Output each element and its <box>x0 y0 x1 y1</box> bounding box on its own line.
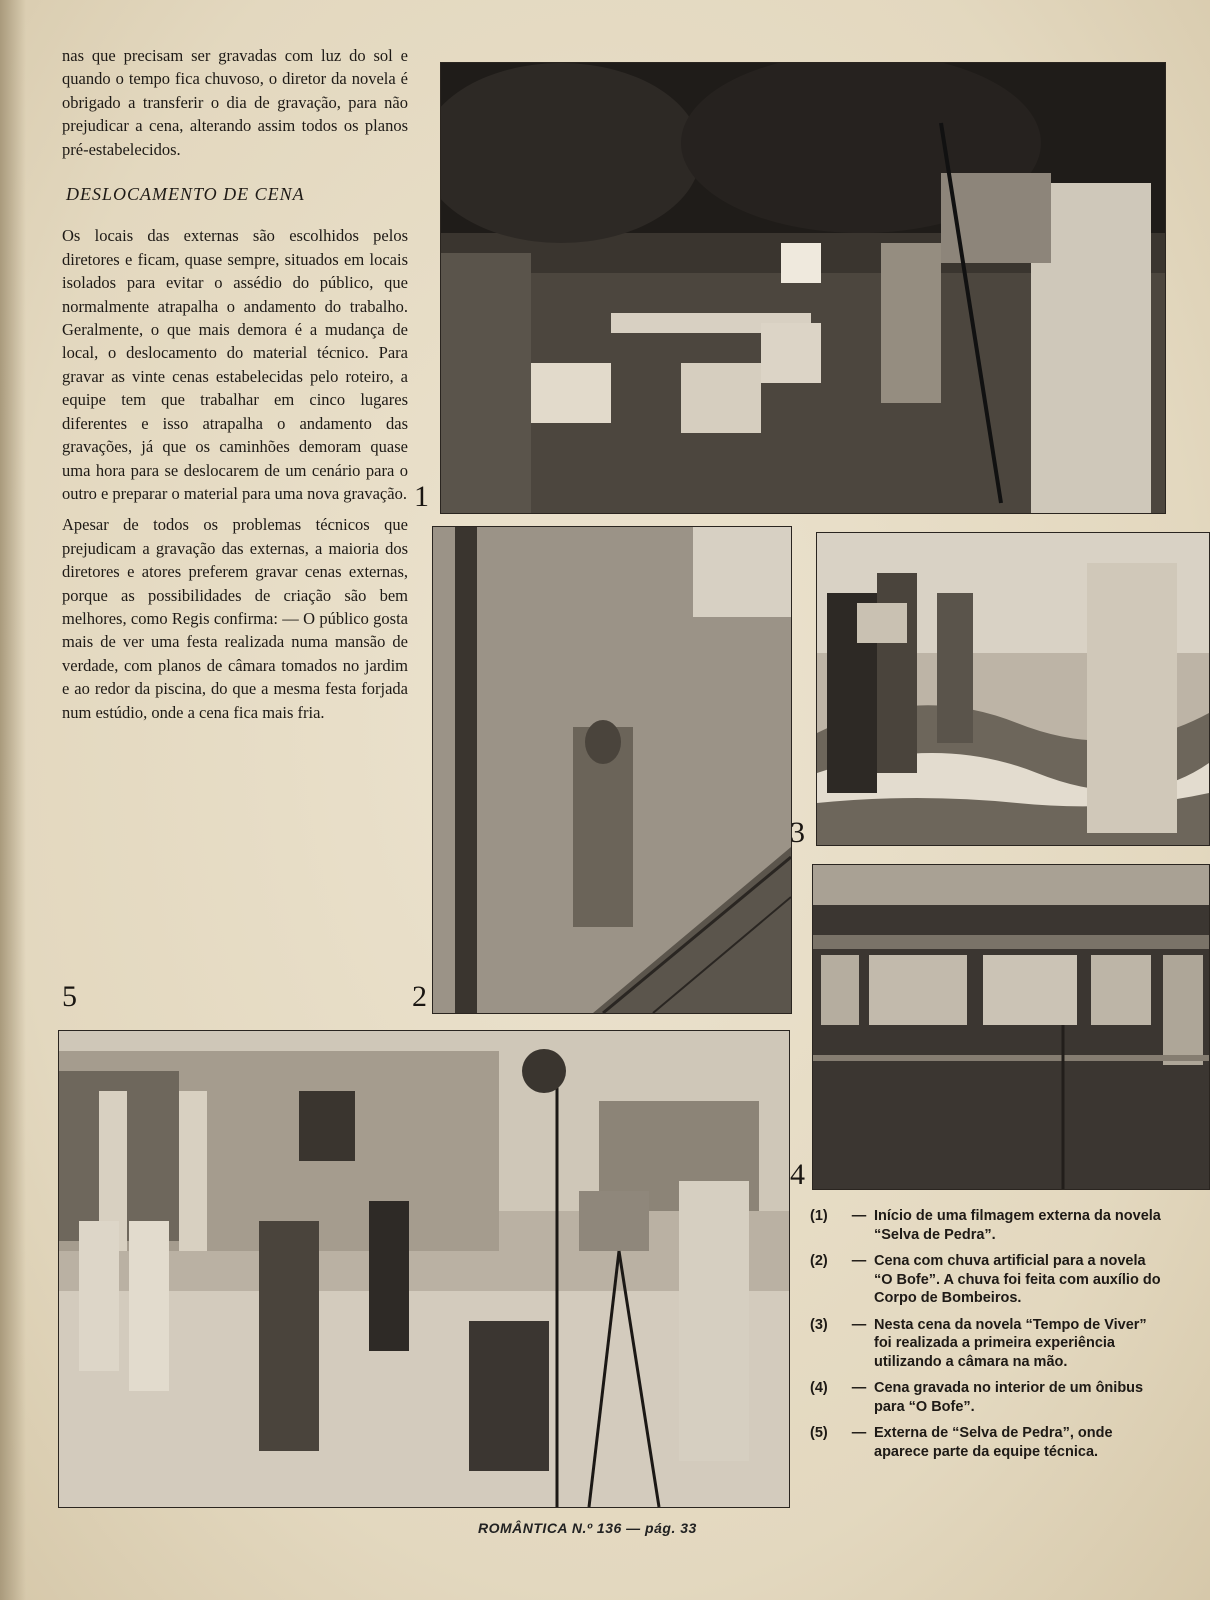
figure-number-2: 2 <box>412 980 427 1013</box>
photo-4-bus-scene <box>812 864 1210 1190</box>
caption-2 <box>810 1252 1162 1308</box>
caption-4-number: (4) <box>810 1380 828 1396</box>
article-text-column <box>62 44 408 732</box>
caption-1-text: Início de uma filmagem externa da novela “Selva de Pedra”. <box>874 1208 1161 1243</box>
caption-4-text: Cena gravada no interior de um ônibus para “O Bofe”. <box>874 1380 1144 1415</box>
figure-number-1: 1 <box>414 480 429 513</box>
figure-number-3: 3 <box>790 816 805 849</box>
caption-1 <box>810 1207 1162 1244</box>
photo-1-garden-shoot <box>440 62 1166 514</box>
caption-2-text: Cena com chuva artificial para a novela “O Bofe”. A chuva foi feita com auxílio do Corpo de Bombeiros. <box>874 1253 1161 1306</box>
section-heading: DESLOCAMENTO DE CENA <box>66 184 305 205</box>
caption-3-text: Nesta cena da novela “Tempo de Viver” foi realizada a primeira experiência utilizando a câmara na mão. <box>874 1316 1147 1370</box>
caption-5-number: (5) <box>810 1425 828 1441</box>
photo-captions <box>810 1207 1162 1469</box>
article-paragraph-1: nas que precisam ser gravadas com luz do sol e quando o tempo fica chuvoso, o diretor da novela é obrigado a transferir o dia de gravação, para não prejudicar a cena, alterando assim todos os planos pré-estabelecidos. <box>62 46 408 159</box>
caption-1-number: (1) <box>810 1208 828 1224</box>
photo-5-crew-outside-house <box>58 1030 790 1508</box>
caption-3-dash: — <box>851 1316 867 1333</box>
article-paragraph-2: Os locais das externas são escolhidos pelos diretores e ficam, quase sempre, situados em locais isolados para evitar o assédio do público, que normalmente atrapalha o andamento do trabalho. Geralmente, o que mais demora é a mudança de local, o deslocamento do material técnico. Para gravar as vinte cenas estabelecidas pelo roteiro, a equipe tem que trabalhar em cinco lugares diferentes e isso atrapalha o andamento das gravações, já que os caminhões demoram quase uma hora para se deslocarem de um cenário para o outro e preparar o material para uma nova gravação. <box>62 226 408 503</box>
caption-1-dash: — <box>851 1208 867 1224</box>
caption-2-dash: — <box>851 1253 867 1269</box>
figure-number-4: 4 <box>790 1158 805 1191</box>
page-footer: ROMÂNTICA N.º 136 — pág. 33 <box>478 1520 697 1536</box>
caption-4 <box>810 1379 1162 1416</box>
page-gutter-shadow <box>0 0 26 1600</box>
photo-2-rain-scene <box>432 526 792 1014</box>
caption-5-dash: — <box>851 1425 867 1441</box>
caption-3 <box>810 1316 1162 1372</box>
photo-3-handheld-camera <box>816 532 1210 846</box>
caption-3-number: (3) <box>810 1316 828 1333</box>
caption-5-text: Externa de “Selva de Pedra”, onde aparece parte da equipe técnica. <box>874 1425 1113 1460</box>
figure-number-5: 5 <box>62 980 77 1013</box>
caption-5 <box>810 1424 1162 1461</box>
article-paragraph-3: Apesar de todos os problemas técnicos que prejudicam a gravação das externas, a maioria dos diretores e atores preferem gravar cenas externas, porque as possibilidades de criação são bem melhores, como Regis confirma: — O público gosta mais de ver uma festa realizada numa mansão de verdade, com planos de câmara tomados no jardim e ao redor da piscina, do que a mesma festa forjada num estúdio, onde a cena fica mais fria. <box>62 515 408 722</box>
caption-2-number: (2) <box>810 1253 828 1269</box>
caption-4-dash: — <box>851 1380 867 1396</box>
